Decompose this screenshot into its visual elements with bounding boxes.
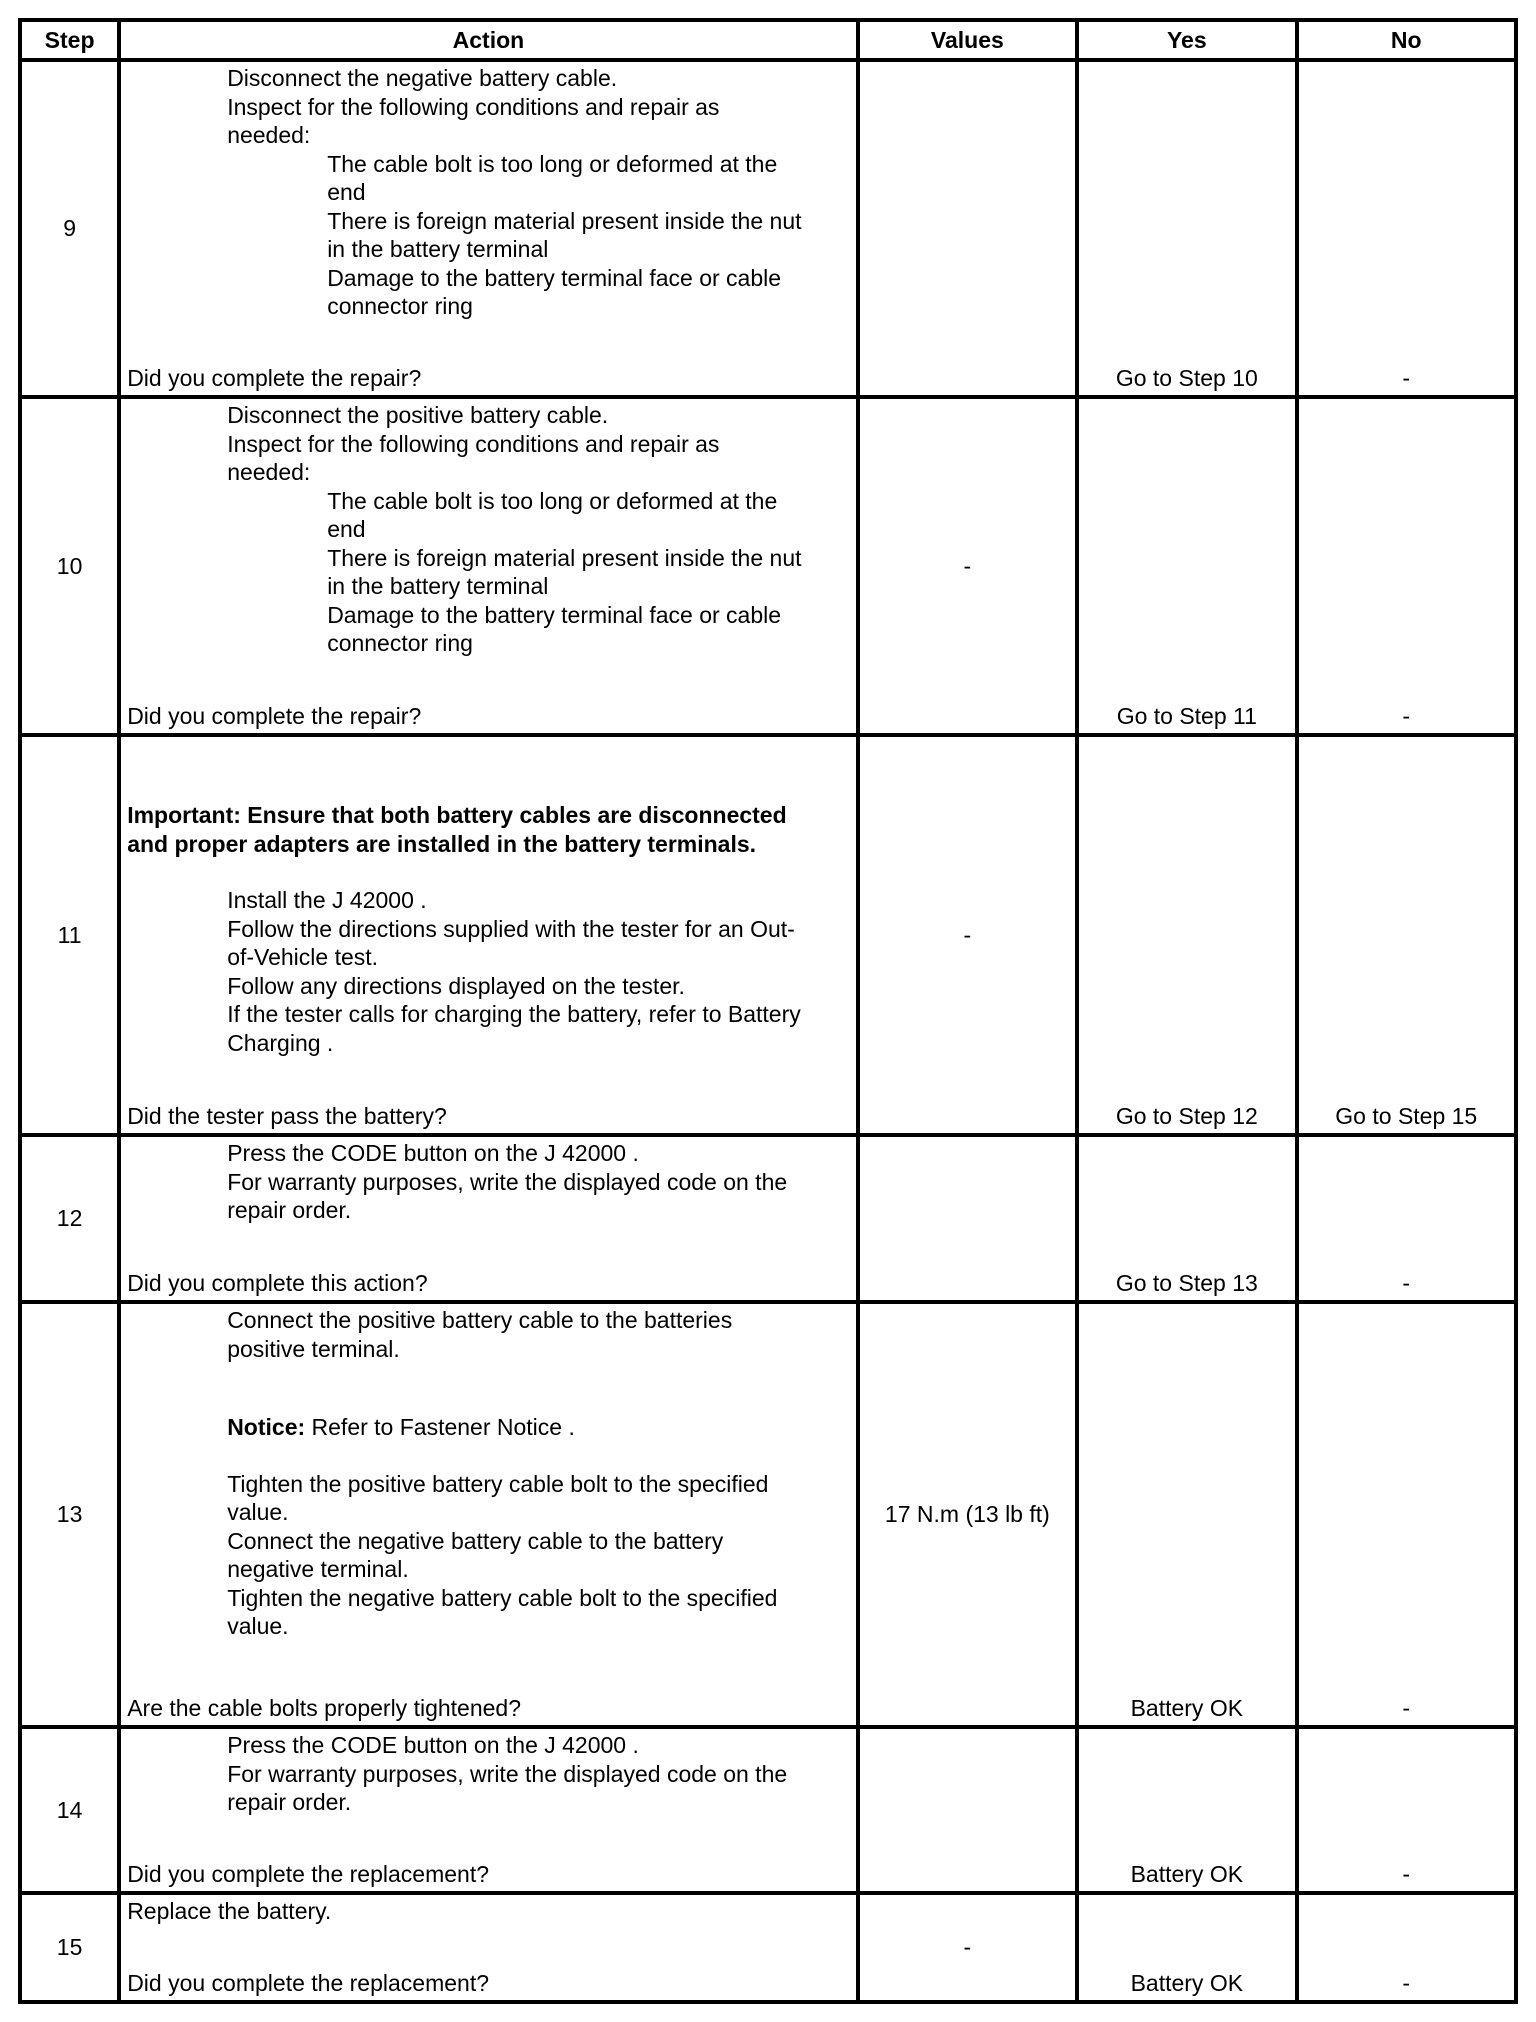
action-line: negative terminal. xyxy=(227,1556,409,1582)
condition-line: in the battery terminal xyxy=(327,236,549,262)
yes-cell: Go to Step 13 xyxy=(1077,1135,1296,1302)
condition-line: connector ring xyxy=(327,293,473,319)
yes-cell: Battery OK xyxy=(1077,1893,1296,2002)
action-line: Tighten the positive battery cable bolt to the specified xyxy=(227,1470,769,1497)
action-line: value. xyxy=(227,1499,289,1525)
action-cell xyxy=(119,60,857,397)
step-number: 9 xyxy=(20,60,119,397)
condition-line: The cable bolt is too long or deformed at the xyxy=(327,150,778,177)
table-row-step-10 xyxy=(20,397,1516,735)
action-cell xyxy=(119,1893,857,2002)
condition-line: Damage to the battery terminal face or cable xyxy=(327,601,782,628)
condition-line: The cable bolt is too long or deformed at the xyxy=(327,487,778,514)
important-line: Important: Ensure that both battery cables are disconnected xyxy=(127,802,787,828)
table-row-step-13 xyxy=(20,1302,1516,1727)
question: Did you complete the replacement? xyxy=(127,1860,489,1887)
action-line: For warranty purposes, write the displayed code on the xyxy=(227,1168,788,1195)
condition-line: There is foreign material present inside the nut xyxy=(327,207,802,234)
header-no: No xyxy=(1297,20,1516,60)
step-number: 12 xyxy=(20,1135,119,1302)
step-number: 15 xyxy=(20,1893,119,2002)
condition-line: connector ring xyxy=(327,630,473,656)
no-cell: - xyxy=(1297,60,1516,397)
header-row xyxy=(20,20,1516,60)
yes-cell: Go to Step 11 xyxy=(1077,397,1296,735)
no-cell: - xyxy=(1297,1727,1516,1893)
action-cell xyxy=(119,1302,857,1727)
action-line: repair order. xyxy=(227,1197,352,1223)
table-row-step-15 xyxy=(20,1893,1516,2002)
no-cell: Go to Step 15 xyxy=(1297,735,1516,1135)
condition-line: in the battery terminal xyxy=(327,573,549,599)
action-line: Connect the negative battery cable to the battery xyxy=(227,1527,724,1554)
values-cell xyxy=(858,60,1077,397)
no-cell: - xyxy=(1297,1893,1516,2002)
action-line: repair order. xyxy=(227,1789,352,1815)
action-cell xyxy=(119,735,857,1135)
values-cell: - xyxy=(858,735,1077,1135)
step-number: 14 xyxy=(20,1727,119,1893)
notice-text: Refer to Fastener Notice . xyxy=(305,1414,575,1440)
question: Did you complete this action? xyxy=(127,1269,428,1296)
diagnostic-table xyxy=(18,18,1518,2004)
step-number: 11 xyxy=(20,735,119,1135)
action-line: If the tester calls for charging the battery, refer to Battery xyxy=(227,1001,801,1027)
action-cell xyxy=(119,1135,857,1302)
question: Did you complete the repair? xyxy=(127,702,422,729)
no-cell: - xyxy=(1297,1302,1516,1727)
action-line: Press the CODE button on the J 42000 . xyxy=(227,1732,639,1758)
header-values: Values xyxy=(858,20,1077,60)
table-row-step-9 xyxy=(20,60,1516,397)
action-line: value. xyxy=(227,1613,289,1639)
action-line: Follow the directions supplied with the tester for an Out- xyxy=(227,915,795,942)
notice-line xyxy=(127,1413,849,1442)
table-row-step-14 xyxy=(20,1727,1516,1893)
action-line: For warranty purposes, write the displayed code on the xyxy=(227,1760,788,1787)
notice-label: Notice: xyxy=(227,1414,306,1440)
action-line: needed: xyxy=(227,459,311,485)
condition-line: Damage to the battery terminal face or cable xyxy=(327,264,782,291)
values-cell: - xyxy=(858,397,1077,735)
condition-line: There is foreign material present inside the nut xyxy=(327,544,802,571)
yes-cell: Go to Step 12 xyxy=(1077,735,1296,1135)
step-number: 10 xyxy=(20,397,119,735)
action-line: of-Vehicle test. xyxy=(227,944,379,970)
action-line: Disconnect the negative battery cable. xyxy=(227,65,618,91)
question: Are the cable bolts properly tightened? xyxy=(127,1694,521,1721)
step-number: 13 xyxy=(20,1302,119,1727)
header-action: Action xyxy=(119,20,857,60)
action-line: Install the J 42000 . xyxy=(227,887,427,913)
question: Did you complete the replacement? xyxy=(127,1969,489,1996)
action-line: Press the CODE button on the J 42000 . xyxy=(227,1140,639,1166)
action-line: Disconnect the positive battery cable. xyxy=(227,402,609,428)
action-line: Replace the battery. xyxy=(127,1898,332,1924)
yes-cell: Battery OK xyxy=(1077,1302,1296,1727)
no-cell: - xyxy=(1297,397,1516,735)
action-line: needed: xyxy=(227,122,311,148)
no-cell: - xyxy=(1297,1135,1516,1302)
action-line: Tighten the negative battery cable bolt to the specified xyxy=(227,1584,778,1611)
table-row-step-11 xyxy=(20,735,1516,1135)
action-cell xyxy=(119,397,857,735)
table-row-step-12 xyxy=(20,1135,1516,1302)
important-line: and proper adapters are installed in the battery terminals. xyxy=(127,830,757,857)
question: Did the tester pass the battery? xyxy=(127,1102,447,1129)
condition-line: end xyxy=(327,516,366,542)
header-step: Step xyxy=(20,20,119,60)
action-line: Inspect for the following conditions and repair as xyxy=(227,93,720,120)
values-cell: 17 N.m (13 lb ft) xyxy=(858,1302,1077,1727)
yes-cell: Battery OK xyxy=(1077,1727,1296,1893)
action-cell xyxy=(119,1727,857,1893)
action-line: Inspect for the following conditions and repair as xyxy=(227,430,720,457)
values-cell: - xyxy=(858,1893,1077,2002)
yes-cell: Go to Step 10 xyxy=(1077,60,1296,397)
header-yes: Yes xyxy=(1077,20,1296,60)
condition-line: end xyxy=(327,179,366,205)
values-cell xyxy=(858,1135,1077,1302)
question: Did you complete the repair? xyxy=(127,364,422,391)
action-line: Charging . xyxy=(227,1029,334,1056)
action-line: Connect the positive battery cable to the batteries xyxy=(227,1307,733,1333)
action-line: positive terminal. xyxy=(227,1335,400,1362)
action-line: Follow any directions displayed on the tester. xyxy=(227,972,685,999)
values-cell xyxy=(858,1727,1077,1893)
